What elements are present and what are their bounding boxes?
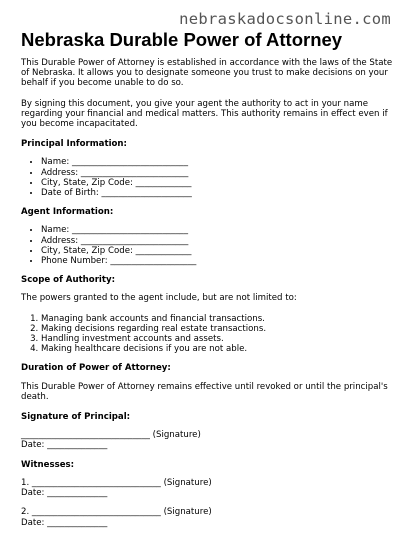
witness-2-signature-line: 2. ______________________________ (Signature) <box>21 507 212 518</box>
agent-fields <box>21 225 393 266</box>
witness-1-date: Date: ______________ <box>21 488 108 499</box>
agent-phone-field: • Phone Number: ____________________ <box>41 256 393 266</box>
witness-1-signature-line: 1. ______________________________ (Signature) <box>21 477 212 488</box>
agent-city-field: • City, State, Zip Code: _____________ <box>41 246 393 256</box>
duration-text: This Durable Power of Attorney remains effective until revoked or until the principal's death. <box>21 381 388 402</box>
agent-address-field: • Address: _________________________ <box>41 236 393 246</box>
principal-signature-date: Date: ______________ <box>21 440 108 451</box>
signature-heading: Signature of Principal: <box>21 412 131 423</box>
principal-signature-block <box>21 430 393 450</box>
scope-item: 2. Making decisions regarding real estate transactions. <box>41 324 393 334</box>
principal-dob-field: • Date of Birth: _____________________ <box>41 188 393 198</box>
scope-item: 1. Managing bank accounts and financial transactions. <box>41 314 393 324</box>
witness-2-block <box>21 507 393 527</box>
scope-heading: Scope of Authority: <box>21 275 116 286</box>
intro-paragraph-2: By signing this document, you give your agent the authority to act in your name regarding your financial and medical matters. This authority remains in effect even if you become incapacitated. <box>21 98 388 130</box>
principal-signature-line: ______________________________ (Signature) <box>21 430 201 441</box>
agent-name-field: • Name: ___________________________ <box>41 225 393 235</box>
witnesses-heading: Witnesses: <box>21 459 75 470</box>
witness-1-block <box>21 478 393 498</box>
principal-fields <box>21 157 393 198</box>
principal-address-field: • Address: _________________________ <box>41 168 393 178</box>
principal-heading: Principal Information: <box>21 139 127 150</box>
document-body <box>21 58 393 537</box>
agent-heading: Agent Information: <box>21 207 114 218</box>
scope-list <box>21 314 393 355</box>
duration-heading: Duration of Power of Attorney: <box>21 363 171 374</box>
scope-item: 4. Making healthcare decisions if you are not able. <box>41 344 393 354</box>
intro-paragraph: This Durable Power of Attorney is established in accordance with the laws of the State of Nebraska. It allows you to designate someone you trust to make decisions on your behalf if you become unable to do so. <box>21 58 393 89</box>
site-watermark: nebraskadocsonline.com <box>179 10 391 28</box>
document-title: Nebraska Durable Power of Attorney <box>21 29 343 50</box>
principal-name-field: • Name: ___________________________ <box>41 157 393 167</box>
principal-city-field: • City, State, Zip Code: _____________ <box>41 178 393 188</box>
scope-item: 3. Handling investment accounts and assets. <box>41 334 393 344</box>
witness-2-date: Date: ______________ <box>21 517 108 528</box>
scope-text: The powers granted to the agent include, but are not limited to: <box>21 293 297 304</box>
